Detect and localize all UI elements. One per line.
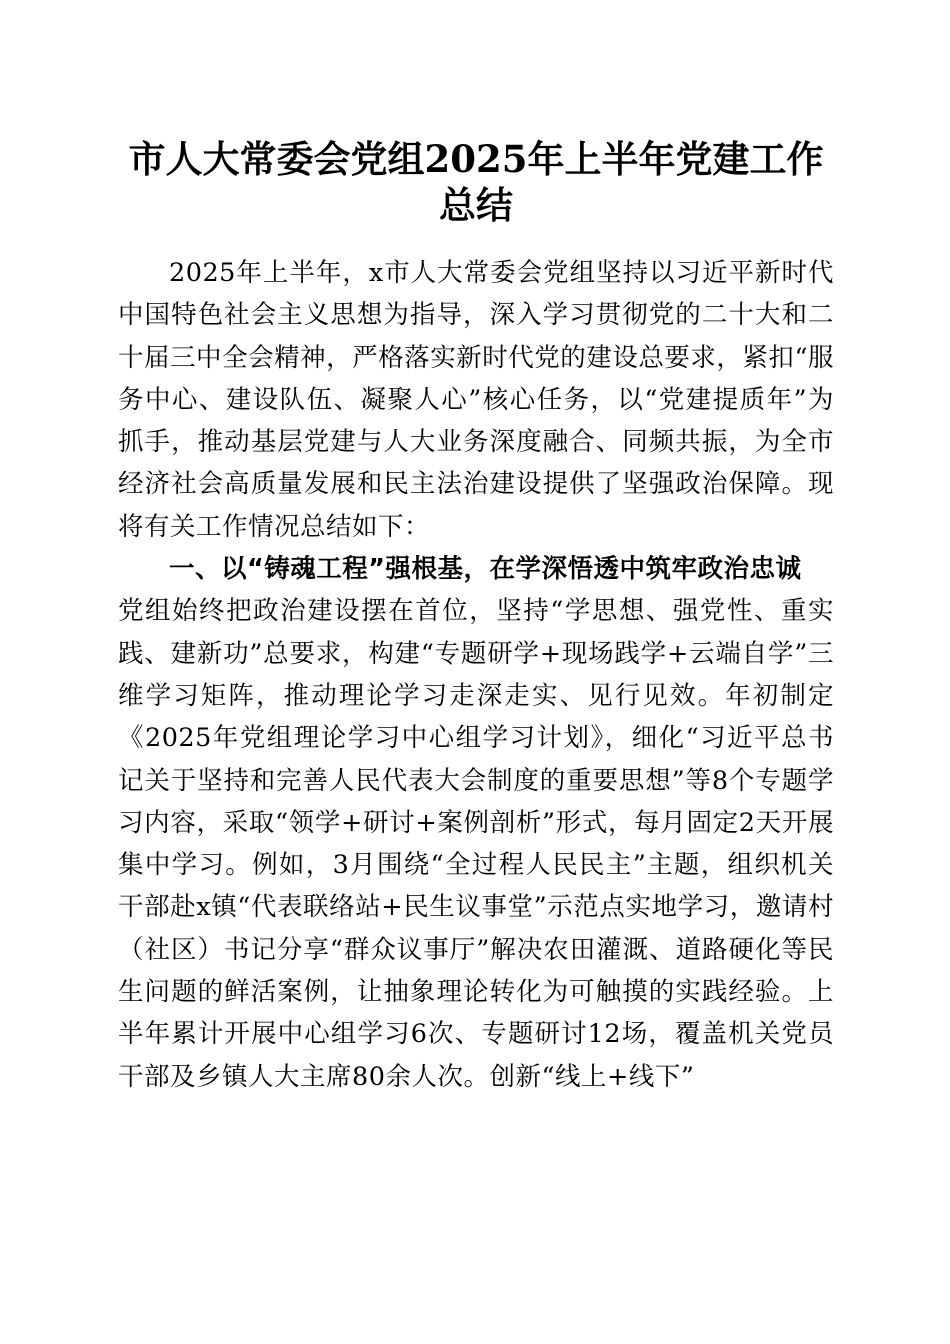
section-heading-1: 一、以“铸魂工程”强根基，在学深悟透中筑牢政治忠诚 bbox=[169, 554, 802, 585]
document-title: 市人大常委会党组2025年上半年党建工作总结 bbox=[128, 137, 824, 227]
intro-paragraph: 2025年上半年，x市人大常委会党组坚持以习近平新时代中国特色社会主义思想为指导，深入学习贯彻党的二十大和二十届三中全会精神，严格落实新时代党的建设总要求，紧扣“服务中心、建设队伍、凝聚人心”核心任务，以“党建提质年”为抓手，推动基层党建与人大业务深度融合、同频共振，为全市经济社会高质量发展和民主法治建设提供了坚强政治保障。现将有关工作情况总结如下： bbox=[118, 258, 834, 542]
document-body bbox=[118, 252, 834, 1098]
section-1-paragraph: 党组始终把政治建设摆在首位，坚持“学思想、强党性、重实践、建新功”总要求，构建“专题研学+现场践学+云端自学”三维学习矩阵，推动理论学习走深走实、见行见效。年初制定《2025年党组理论学习中心组学习计划》，细化“习近平总书记关于坚持和完善人民代表大会制度的重要思想”等8个专题学习内容，采取“领学+研讨+案例剖析”形式，每月固定2天开展集中学习。例如，3月围绕“全过程人民民主”主题，组织机关干部赴x镇“代表联络站+民生议事堂”示范点实地学习，邀请村（社区）书记分享“群众议事厅”解决农田灌溉、道路硬化等民生问题的鲜活案例，让抽象理论转化为可触摸的实践经验。上半年累计开展中心组学习6次、专题研讨12场，覆盖机关党员干部及乡镇人大主席80余人次。创新“线上+线下” bbox=[118, 596, 834, 1092]
